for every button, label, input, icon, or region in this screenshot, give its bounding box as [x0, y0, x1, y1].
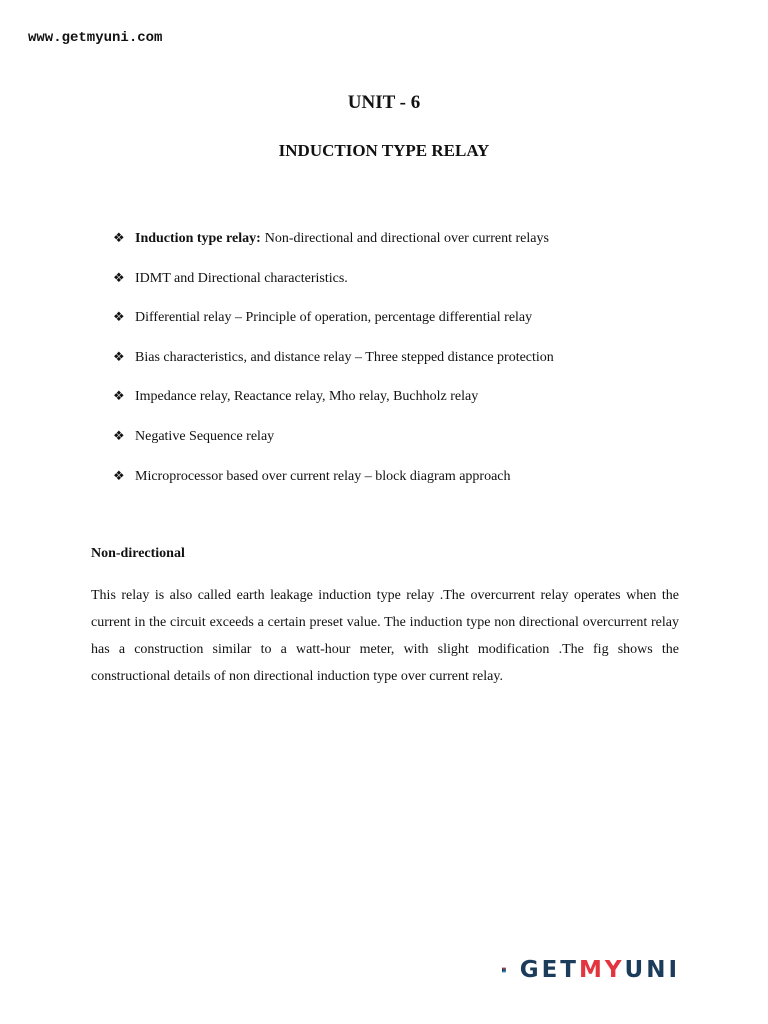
- topic-item: [113, 349, 713, 389]
- topic-text: Microprocessor based over current relay – block diagram approach: [135, 468, 511, 484]
- section-heading: Non-directional: [91, 546, 185, 561]
- topic-text: Negative Sequence relay: [135, 428, 275, 444]
- logo-wordmark: [520, 957, 680, 983]
- getmyuni-logo: [502, 945, 680, 995]
- diamond-bullet-icon: ❖: [113, 468, 125, 484]
- topic-text: Bias characteristics, and distance relay – Three stepped distance protection: [135, 349, 554, 365]
- topic-item: [113, 309, 713, 349]
- topic-text: Non-directional and directional over current relays: [264, 231, 549, 246]
- diamond-bullet-icon: ❖: [113, 428, 125, 444]
- topic-item: [113, 428, 713, 468]
- diamond-bullet-icon: ❖: [113, 389, 125, 405]
- topic-text: Impedance relay, Reactance relay, Mho relay, Buchholz relay: [135, 389, 479, 405]
- diamond-bullet-icon: ❖: [113, 310, 125, 326]
- site-url[interactable]: www.getmyuni.com: [28, 30, 163, 46]
- topic-item: [113, 468, 713, 508]
- topic-item: [113, 230, 713, 270]
- diamond-bullet-icon: ❖: [113, 231, 125, 246]
- chapter-title: INDUCTION TYPE RELAY: [278, 141, 490, 160]
- logo-text-get: GET: [519, 957, 579, 983]
- topic-list: [113, 230, 713, 507]
- logo-mark-icon: [502, 949, 506, 991]
- logo-text-uni: UNI: [624, 957, 680, 983]
- topic-bold-label: Induction type relay:: [135, 231, 261, 246]
- logo-text-my: MY: [578, 957, 625, 983]
- unit-title: UNIT - 6: [347, 92, 421, 113]
- topic-item: [113, 270, 713, 310]
- diamond-bullet-icon: ❖: [113, 270, 125, 286]
- topic-text: Differential relay – Principle of operation, percentage differential relay: [135, 310, 533, 326]
- diamond-bullet-icon: ❖: [113, 349, 125, 365]
- topic-item: [113, 388, 713, 428]
- section-paragraph: This relay is also called earth leakage induction type relay .The overcurrent relay operates when the current in the circuit exceeds a certain preset value. The induction type non directional overcurrent relay has a construction similar to a watt-hour meter, with slight modification .The fig shows the constructional details of non directional induction type over current relay.: [91, 588, 679, 684]
- topic-text: IDMT and Directional characteristics.: [135, 270, 348, 286]
